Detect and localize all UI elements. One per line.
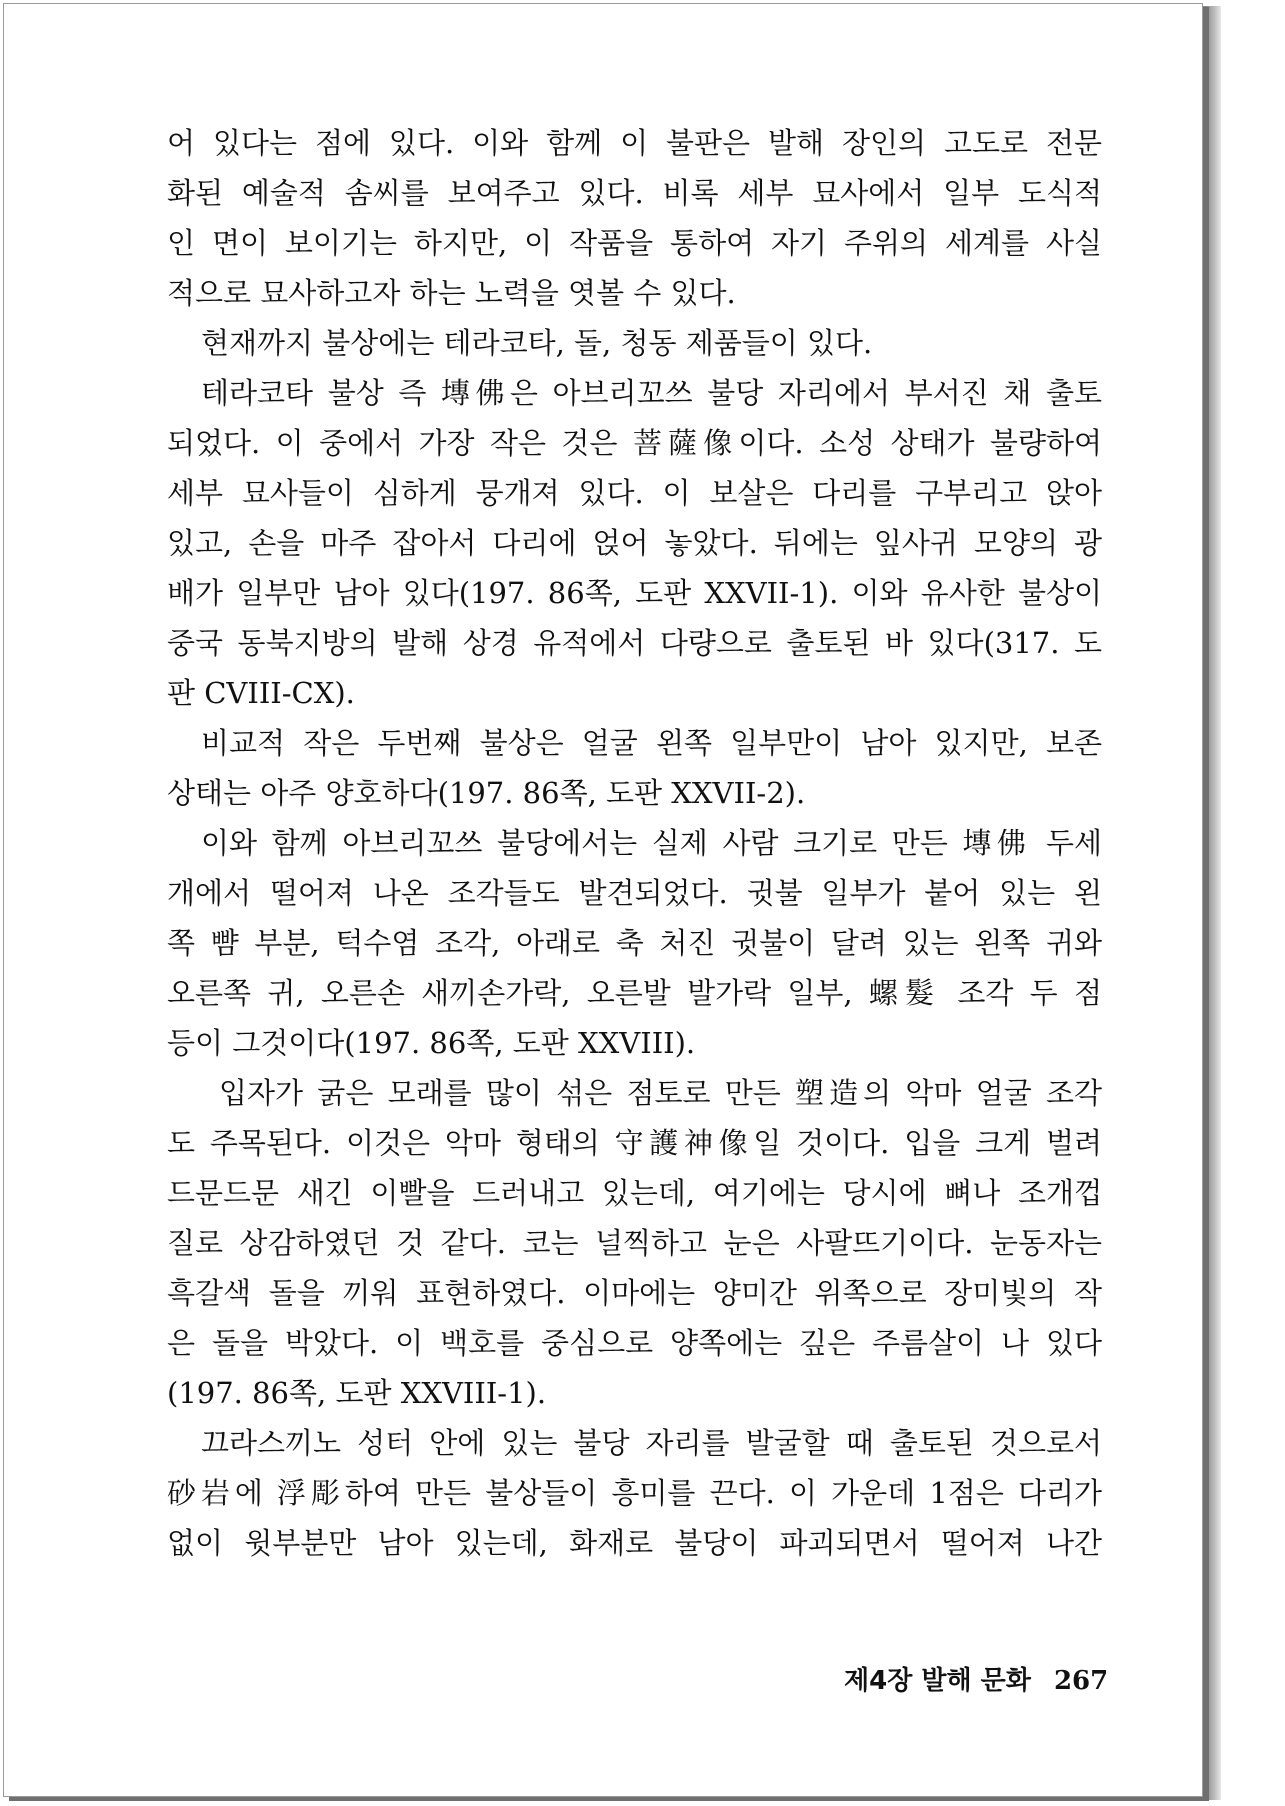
text-line: 인 면이 보이기는 하지만, 이 작품을 통하여 자기 주위의 세계를 사실 bbox=[167, 226, 1102, 260]
text-line: 질로 상감하였던 것 같다. 코는 널찍하고 눈은 사팔뜨기이다. 눈동자는 bbox=[167, 1226, 1102, 1260]
text-line: 개에서 떨어져 나온 조각들도 발견되었다. 귓불 일부가 붙어 있는 왼 bbox=[167, 876, 1102, 910]
text-line: 끄라스끼노 성터 안에 있는 불당 자리를 발굴할 때 출토된 것으로서 bbox=[201, 1426, 1102, 1460]
text-line: 세부 묘사들이 심하게 뭉개져 있다. 이 보살은 다리를 구부리고 앉아 bbox=[167, 476, 1102, 510]
text-line: 중국 동북지방의 발해 상경 유적에서 다량으로 출토된 바 있다(317. 도 bbox=[167, 626, 1102, 660]
text-line: 은 돌을 박았다. 이 백호를 중심으로 양쪽에는 깊은 주름살이 나 있다 bbox=[167, 1326, 1102, 1360]
text-line: 드문드문 새긴 이빨을 드러내고 있는데, 여기에는 당시에 뼈나 조개껍 bbox=[167, 1176, 1102, 1210]
body-text bbox=[167, 118, 1102, 1568]
page-footer bbox=[844, 1659, 1109, 1703]
text-line: 입자가 굵은 모래를 많이 섞은 점토로 만든 塑造의 악마 얼굴 조각 bbox=[219, 1076, 1102, 1110]
text-line: 화된 예술적 솜씨를 보여주고 있다. 비록 세부 묘사에서 일부 도식적 bbox=[167, 176, 1102, 210]
text-line: 테라코타 불상 즉 塼佛은 아브리꼬쓰 불당 자리에서 부서진 채 출토 bbox=[201, 376, 1102, 410]
document-page bbox=[3, 3, 1203, 1797]
text-line: (197. 86쪽, 도판 XXVIII-1). bbox=[167, 1376, 547, 1410]
text-line: 어 있다는 점에 있다. 이와 함께 이 불판은 발해 장인의 고도로 전문 bbox=[167, 126, 1102, 160]
text-line: 쪽 뺨 부분, 턱수염 조각, 아래로 축 처진 귓불이 달려 있는 왼쪽 귀와 bbox=[167, 926, 1102, 960]
text-line: 있고, 손을 마주 잡아서 다리에 얹어 놓았다. 뒤에는 잎사귀 모양의 광 bbox=[167, 526, 1102, 560]
text-line: 이와 함께 아브리꼬쓰 불당에서는 실제 사람 크기로 만든 塼佛 두세 bbox=[201, 826, 1102, 860]
text-line: 적으로 묘사하고자 하는 노력을 엿볼 수 있다. bbox=[167, 276, 736, 310]
text-line: 없이 윗부분만 남아 있는데, 화재로 불당이 파괴되면서 떨어져 나간 bbox=[167, 1526, 1102, 1560]
text-line: 砂岩에 浮彫하여 만든 불상들이 흥미를 끈다. 이 가운데 1점은 다리가 bbox=[167, 1476, 1102, 1510]
text-line: 흑갈색 돌을 끼워 표현하였다. 이마에는 양미간 위쪽으로 장미빛의 작 bbox=[167, 1276, 1102, 1310]
text-line: 현재까지 불상에는 테라코타, 돌, 청동 제품들이 있다. bbox=[201, 326, 873, 360]
text-line: 도 주목된다. 이것은 악마 형태의 守護神像일 것이다. 입을 크게 벌려 bbox=[167, 1126, 1102, 1160]
text-line: 등이 그것이다(197. 86쪽, 도판 XXVIII). bbox=[167, 1026, 696, 1060]
text-line: 상태는 아주 양호하다(197. 86쪽, 도판 XXVII-2). bbox=[167, 776, 806, 810]
chapter-title: 제4장 발해 문화 bbox=[844, 1666, 1031, 1696]
page-edge-shadow bbox=[1203, 6, 1221, 1800]
page-number: 267 bbox=[1053, 1666, 1109, 1696]
text-line: 비교적 작은 두번째 불상은 얼굴 왼쪽 일부만이 남아 있지만, 보존 bbox=[201, 726, 1102, 760]
text-line: 오른쪽 귀, 오른손 새끼손가락, 오른발 발가락 일부, 螺髮 조각 두 점 bbox=[167, 976, 1102, 1010]
text-line: 배가 일부만 남아 있다(197. 86쪽, 도판 XXVII-1). 이와 유사한 불상이 bbox=[167, 576, 1102, 610]
text-line: 되었다. 이 중에서 가장 작은 것은 菩薩像이다. 소성 상태가 불량하여 bbox=[167, 426, 1102, 460]
text-line: 판 CVIII-CX). bbox=[167, 676, 355, 710]
